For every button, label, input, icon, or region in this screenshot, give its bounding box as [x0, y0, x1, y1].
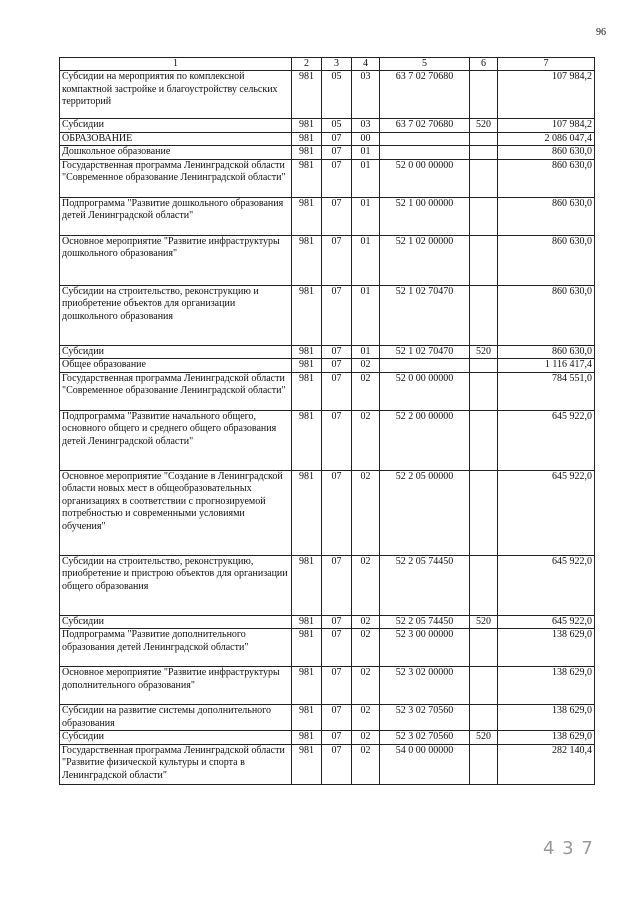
cell-name: Субсидии [60, 119, 292, 133]
cell-subsection: 03 [352, 119, 380, 133]
cell-admin: 981 [292, 555, 322, 615]
cell-subsection: 01 [352, 345, 380, 359]
cell-target [380, 359, 470, 373]
cell-subsection: 02 [352, 410, 380, 470]
table-row [60, 555, 595, 615]
table-row [60, 410, 595, 470]
header-cell: 2 [292, 58, 322, 71]
cell-amount: 860 630,0 [498, 345, 595, 359]
cell-target: 52 2 05 74450 [380, 555, 470, 615]
table-row [60, 132, 595, 146]
cell-subsection: 01 [352, 146, 380, 160]
cell-admin: 981 [292, 744, 322, 784]
cell-target: 54 0 00 00000 [380, 744, 470, 784]
cell-admin: 981 [292, 345, 322, 359]
cell-section: 07 [322, 705, 352, 731]
cell-target: 52 1 00 00000 [380, 197, 470, 235]
cell-amount: 860 630,0 [498, 197, 595, 235]
table-row [60, 615, 595, 629]
cell-name: Основное мероприятие "Развитие инфраструктуры дошкольного образования" [60, 235, 292, 285]
cell-subsection: 01 [352, 285, 380, 345]
cell-section: 07 [322, 345, 352, 359]
cell-target: 52 1 02 70470 [380, 345, 470, 359]
cell-admin: 981 [292, 119, 322, 133]
cell-expense [470, 667, 498, 705]
cell-subsection: 01 [352, 235, 380, 285]
cell-admin: 981 [292, 235, 322, 285]
table-row [60, 731, 595, 745]
cell-admin: 981 [292, 667, 322, 705]
cell-target: 52 2 05 74450 [380, 615, 470, 629]
header-cell: 7 [498, 58, 595, 71]
table-row [60, 470, 595, 555]
cell-amount: 860 630,0 [498, 285, 595, 345]
cell-subsection: 02 [352, 667, 380, 705]
cell-admin: 981 [292, 705, 322, 731]
cell-expense [470, 629, 498, 667]
table-row [60, 744, 595, 784]
cell-target: 52 3 02 70560 [380, 705, 470, 731]
cell-expense: 520 [470, 731, 498, 745]
cell-expense [470, 285, 498, 345]
table-row [60, 705, 595, 731]
cell-name: Субсидии на строительство, реконструкцию и приобретение объектов для организации дошкольного образования [60, 285, 292, 345]
cell-subsection: 02 [352, 744, 380, 784]
cell-name: Государственная программа Ленинградской области "Современное образование Ленинградской области" [60, 372, 292, 410]
cell-amount: 282 140,4 [498, 744, 595, 784]
cell-expense [470, 410, 498, 470]
cell-expense [470, 132, 498, 146]
cell-target: 52 2 00 00000 [380, 410, 470, 470]
cell-admin: 981 [292, 159, 322, 197]
header-cell: 5 [380, 58, 470, 71]
cell-target: 52 0 00 00000 [380, 372, 470, 410]
cell-target: 52 1 02 00000 [380, 235, 470, 285]
cell-target: 52 3 02 00000 [380, 667, 470, 705]
table-row [60, 119, 595, 133]
cell-target: 63 7 02 70680 [380, 71, 470, 119]
cell-name: ОБРАЗОВАНИЕ [60, 132, 292, 146]
cell-expense [470, 71, 498, 119]
header-cell: 4 [352, 58, 380, 71]
cell-expense: 520 [470, 119, 498, 133]
cell-target: 52 3 00 00000 [380, 629, 470, 667]
cell-amount: 645 922,0 [498, 615, 595, 629]
cell-amount: 645 922,0 [498, 410, 595, 470]
cell-amount: 860 630,0 [498, 146, 595, 160]
table-row [60, 197, 595, 235]
cell-amount: 860 630,0 [498, 159, 595, 197]
cell-section: 07 [322, 744, 352, 784]
cell-expense: 520 [470, 615, 498, 629]
cell-amount: 1 116 417,4 [498, 359, 595, 373]
cell-section: 05 [322, 119, 352, 133]
table-row [60, 359, 595, 373]
cell-name: Подпрограмма "Развитие начального общего, основного общего и среднего общего образования детей Ленинградской области" [60, 410, 292, 470]
cell-section: 07 [322, 667, 352, 705]
cell-amount: 645 922,0 [498, 555, 595, 615]
cell-amount: 138 629,0 [498, 667, 595, 705]
cell-expense: 520 [470, 345, 498, 359]
table-row [60, 146, 595, 160]
header-cell: 1 [60, 58, 292, 71]
cell-target [380, 146, 470, 160]
cell-section: 07 [322, 615, 352, 629]
cell-section: 07 [322, 555, 352, 615]
cell-name: Субсидии на развитие системы дополнительного образования [60, 705, 292, 731]
cell-section: 07 [322, 146, 352, 160]
cell-name: Субсидии на строительство, реконструкцию, приобретение и пристрою объектов для организации общего образования [60, 555, 292, 615]
cell-admin: 981 [292, 285, 322, 345]
cell-subsection: 01 [352, 197, 380, 235]
table-body [60, 71, 595, 785]
table-row [60, 71, 595, 119]
cell-name: Дошкольное образование [60, 146, 292, 160]
cell-admin: 981 [292, 629, 322, 667]
cell-subsection: 02 [352, 555, 380, 615]
cell-amount: 645 922,0 [498, 470, 595, 555]
budget-table [59, 57, 595, 785]
cell-amount: 2 086 047,4 [498, 132, 595, 146]
cell-subsection: 00 [352, 132, 380, 146]
cell-admin: 981 [292, 615, 322, 629]
cell-target: 63 7 02 70680 [380, 119, 470, 133]
cell-section: 05 [322, 71, 352, 119]
cell-section: 07 [322, 410, 352, 470]
cell-name: Основное мероприятие "Развитие инфраструктуры дополнительного образования" [60, 667, 292, 705]
cell-name: Подпрограмма "Развитие дошкольного образования детей Ленинградской области" [60, 197, 292, 235]
cell-expense [470, 146, 498, 160]
cell-name: Подпрограмма "Развитие дополнительного образования детей Ленинградской области" [60, 629, 292, 667]
cell-target: 52 0 00 00000 [380, 159, 470, 197]
cell-section: 07 [322, 235, 352, 285]
cell-subsection: 02 [352, 470, 380, 555]
cell-name: Общее образование [60, 359, 292, 373]
cell-subsection: 02 [352, 615, 380, 629]
cell-section: 07 [322, 731, 352, 745]
cell-target: 52 3 02 70560 [380, 731, 470, 745]
cell-section: 07 [322, 470, 352, 555]
cell-section: 07 [322, 197, 352, 235]
cell-section: 07 [322, 359, 352, 373]
cell-amount: 107 984,2 [498, 119, 595, 133]
cell-name: Государственная программа Ленинградской области "Развитие физической культуры и спорта в Ленинградской области" [60, 744, 292, 784]
page-number: 96 [596, 27, 606, 38]
cell-section: 07 [322, 372, 352, 410]
handwritten-page-stamp: 4 3 7 [543, 838, 594, 859]
table-row [60, 285, 595, 345]
cell-amount: 138 629,0 [498, 705, 595, 731]
table-row [60, 372, 595, 410]
cell-admin: 981 [292, 71, 322, 119]
cell-expense [470, 555, 498, 615]
cell-subsection: 03 [352, 71, 380, 119]
cell-amount: 784 551,0 [498, 372, 595, 410]
cell-expense [470, 359, 498, 373]
table-row [60, 159, 595, 197]
cell-section: 07 [322, 285, 352, 345]
table-row [60, 345, 595, 359]
cell-admin: 981 [292, 197, 322, 235]
cell-section: 07 [322, 629, 352, 667]
cell-admin: 981 [292, 731, 322, 745]
cell-expense [470, 470, 498, 555]
cell-target [380, 132, 470, 146]
table-row [60, 235, 595, 285]
header-cell: 3 [322, 58, 352, 71]
cell-subsection: 01 [352, 159, 380, 197]
cell-admin: 981 [292, 410, 322, 470]
cell-expense [470, 159, 498, 197]
cell-admin: 981 [292, 470, 322, 555]
cell-expense [470, 705, 498, 731]
cell-amount: 107 984,2 [498, 71, 595, 119]
cell-amount: 138 629,0 [498, 629, 595, 667]
cell-amount: 138 629,0 [498, 731, 595, 745]
cell-subsection: 02 [352, 731, 380, 745]
cell-subsection: 02 [352, 705, 380, 731]
cell-target: 52 2 05 00000 [380, 470, 470, 555]
cell-admin: 981 [292, 146, 322, 160]
cell-subsection: 02 [352, 629, 380, 667]
cell-target: 52 1 02 70470 [380, 285, 470, 345]
cell-name: Субсидии [60, 615, 292, 629]
table-row [60, 629, 595, 667]
cell-expense [470, 235, 498, 285]
header-cell: 6 [470, 58, 498, 71]
cell-expense [470, 744, 498, 784]
cell-section: 07 [322, 132, 352, 146]
cell-section: 07 [322, 159, 352, 197]
cell-name: Субсидии [60, 345, 292, 359]
header-row [60, 58, 595, 71]
cell-subsection: 02 [352, 372, 380, 410]
cell-expense [470, 197, 498, 235]
cell-admin: 981 [292, 372, 322, 410]
cell-amount: 860 630,0 [498, 235, 595, 285]
cell-expense [470, 372, 498, 410]
cell-subsection: 02 [352, 359, 380, 373]
cell-admin: 981 [292, 359, 322, 373]
table-row [60, 667, 595, 705]
cell-name: Основное мероприятие "Создание в Ленинградской области новых мест в общеобразовательных организациях в соответствии с прогнозируемой потребностью и современными условиями обучения" [60, 470, 292, 555]
cell-name: Государственная программа Ленинградской области "Современное образование Ленинградской области" [60, 159, 292, 197]
cell-name: Субсидии на мероприятия по комплексной компактной застройке и благоустройству сельских территорий [60, 71, 292, 119]
cell-name: Субсидии [60, 731, 292, 745]
cell-admin: 981 [292, 132, 322, 146]
